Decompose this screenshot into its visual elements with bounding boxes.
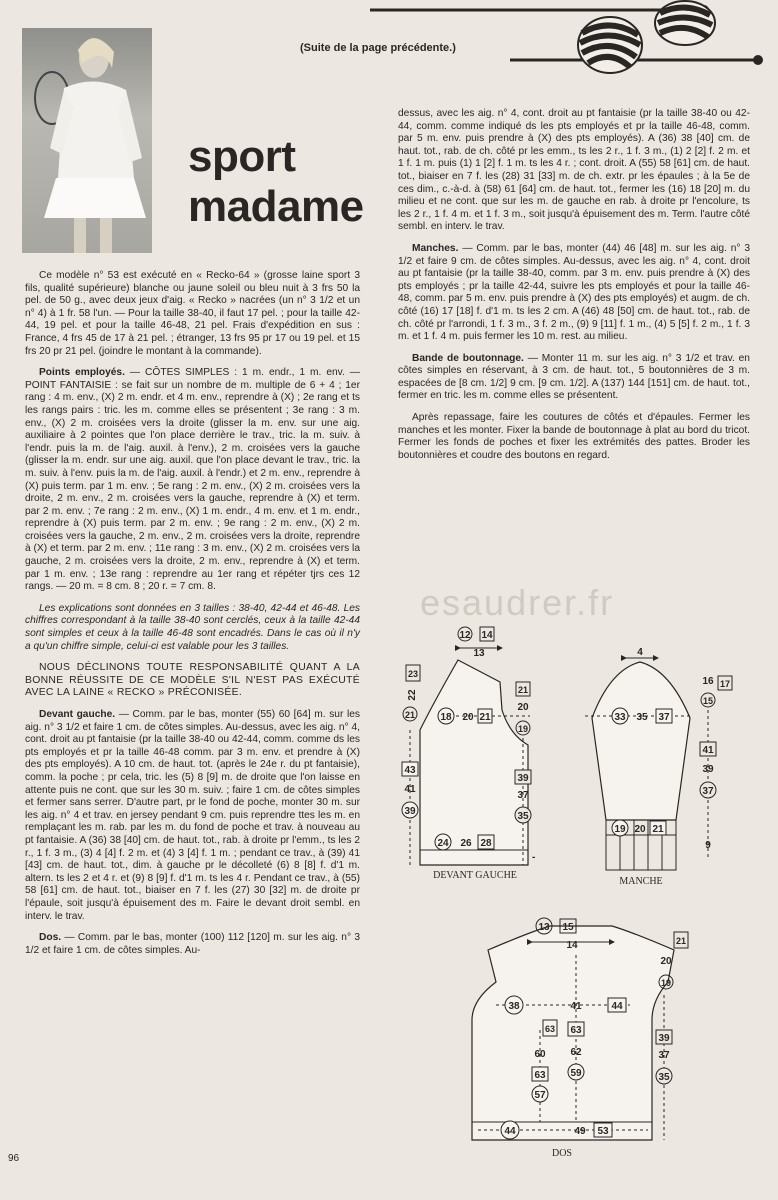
dos-arm-plain: 20 bbox=[660, 956, 672, 967]
dos-bottom-circled: 44 bbox=[504, 1126, 516, 1137]
dos-chest-circled: 38 bbox=[508, 1001, 520, 1012]
devant-shoulder-boxed: 23 bbox=[407, 669, 419, 679]
dos-h2-plain: 62 bbox=[570, 1047, 582, 1058]
devant-low-plain: 37 bbox=[517, 790, 529, 801]
left-column bbox=[25, 270, 360, 957]
dos-h1-boxed: 63 bbox=[534, 1070, 546, 1081]
manche-mid-boxed: 37 bbox=[658, 712, 670, 723]
article-title: sport madame bbox=[188, 132, 364, 231]
manche-len-plain: 39 bbox=[702, 764, 714, 775]
warning-paragraph: NOUS DÉCLINONS TOUTE RESPONSABILITÉ QUANT A LA BONNE RÉUSSITE DE CE MODÈLE S'IL N'EST PAS EXÉCUTÉ AVEC LA LAINE « RECKO » PRÉCONISÉE. bbox=[25, 662, 360, 699]
dos-h1-plain: 60 bbox=[534, 1049, 546, 1060]
manche-rib: 9 bbox=[705, 840, 711, 851]
dos-low-boxed: 39 bbox=[658, 1033, 670, 1044]
schematics bbox=[380, 610, 770, 1190]
dos-diagram bbox=[472, 918, 688, 1159]
devant-low-boxed: 39 bbox=[517, 773, 529, 784]
manche-len-circled: 37 bbox=[702, 786, 714, 797]
page-number: 96 bbox=[8, 1153, 20, 1164]
manche-cuff-plain: 20 bbox=[634, 824, 646, 835]
devant-caption: DEVANT GAUCHE bbox=[433, 870, 517, 881]
manche-diagram bbox=[585, 647, 732, 887]
points-paragraph: Points employés. — CÔTES SIMPLES : 1 m. endr., 1 m. env. — POINT FANTAISIE : se fait sur un nombre de m. multiple de 6 + 4 ; 1er rang : 4 m. env., (X) 2 m. endr. et 4 m. env., reprendre à (X) ; 2e rang et ts les rangs pairs : tric. les m. comme elles se présentent ; 3e rang : 3 m. env., (X) 2 m. croisées vers la droite (glisser la m. env. sur une aig. auxiliaire à 2 pointes que l'on place derrière le trav., tric. la m. suiv. à l'endr. puis la m. de l'aig. auxil. à l'env.), 2 m. croisées vers la gauche (glisser la m. endr. sur une aig. auxil. que l'on place devant le trav., tric. la m. suiv. à l'env. puis la m. de l'aig. auxil. à l'endr.) et 2 m. env., reprendre à (X) puis term. par 1 m. env. ; 5e rang : 2 m. env., (X) 2 m. croisées vers la droite, 2 m. env., 2 m. croisées vers la gauche, reprendre à (X) et term. par 2 m. env. ; 7e rang : 2 m. env., (X) 1 m. endr., 4 m. env. et 1 m. endr., reprendre à (X) puis term. par 2 m. env. ; 9e rang : 2 m. env., (X) 2 m. croisées vers la gauche, 2 m. env., 2 m. croisées vers la droite, reprendre à (X) et term. par 2 m. env. ; 11e rang : 3 m. env., (X) 2 m. croisées vers la gauche, 2 m. croisées vers la droite, 2 m. env., reprendre à (X) et term. par 1 m. env. ; 13e rang : reprendre au 1er rang et répéter tjrs ces 12 rangs. — 20 m. = 8 cm. 8 ; 20 r. = 7 cm. 8. bbox=[25, 367, 360, 593]
devant-side-circled: 19 bbox=[517, 724, 529, 734]
devant-side-plain: 20 bbox=[517, 702, 529, 713]
devant-chest-circled: 18 bbox=[440, 712, 452, 723]
continuation-note: (Suite de la page précédente.) bbox=[300, 42, 456, 54]
devant-paragraph: Devant gauche. — Comm. par le bas, monter (55) 60 [64] m. sur les aig. n° 3 1/2 et faire 1 cm. de côtes simples. Au-dessus, avec les aig. n° 4, cont. droit au pt fantaisie (pr la taille 38-40 ou 42-44, comm. comme ds les pts employés et pr la taille 46-48 comm. par 3 m. env. et prendre à (X) des pts employés). A 10 cm. de haut. tot. (après le 24e r. du pt fantaisie), comm. la poche ; pr cela, tric. les (5) 8 [9] m. de droite que l'on laisse en attente puis ne cont. que sur les 30 m. suiv. ; faire 1 cm. de côtes simples et fermer sans serrer. D'autre part, pr le fond de poche, monter 30 m. sur les aig. n° 4 et trav. en jersey pendant 9 cm. puis reprendre ttes les m. en remplaçant les m. rab. par les m. du fond de poche et trav. à nouveau au pt fantaisie. A (36) 38 [40] cm. de haut. tot., rab. à droite pr l'emm., ts les 2 r., 1 f. 3 m., (3) 4 [4] f. 2 m. et (4) 3 [4] f. 1 m. ; pendant ce trav., à (39) 41 [43] cm. de haut. tot., dim. à gauche pr le décolleté (6) 8 [8] f. d'1 m. altern. ts les 2 et 4 r. et (9) 8 [9] f. d'1 m. ts les 4 r. Pendant ce trav., à (55) 58 [61] cm. de haut. tot., biaiser en 7 f. les (27) 30 [32] m. de droite pr l'épaule, soit jusqu'à épuisement des m. Faire le devant droit sembl. en interv. le trav. bbox=[25, 709, 360, 922]
manche-cap-boxed: 17 bbox=[719, 679, 731, 689]
dos-arm-circled: 19 bbox=[660, 978, 672, 988]
devant-shoulder-plain: 22 bbox=[407, 689, 418, 701]
devant-chest-plain: 20 bbox=[462, 712, 474, 723]
dos-bottom-plain: 49 bbox=[574, 1126, 586, 1137]
manche-mid-plain: 35 bbox=[636, 712, 648, 723]
devant-side-boxed: 21 bbox=[517, 685, 529, 695]
explain-paragraph: Les explications sont données en 3 tailles : 38-40, 42-44 et 46-48. Les chiffres correspondant à la taille 38-40 sont cerclés, ceux à la taille 42-44 sont simples et ceux à la taille 46-48 sont encadrés. Dans le cas où il n'y a qu'un chiffre simple, celui-ci est valable pour les 3 tailles. bbox=[25, 602, 360, 652]
dos-low-plain: 37 bbox=[658, 1050, 670, 1061]
dos-left-boxed: 63 bbox=[544, 1024, 556, 1034]
devant-chest-boxed: 21 bbox=[479, 712, 491, 723]
dos-arm-boxed: 21 bbox=[675, 936, 687, 946]
dos-chest-boxed: 44 bbox=[611, 1001, 623, 1012]
manche-cap-plain: 16 bbox=[702, 676, 714, 687]
manche-top: 4 bbox=[637, 647, 643, 658]
dos-top-circled: 13 bbox=[538, 922, 550, 933]
bande-paragraph: Bande de boutonnage. — Monter 11 m. sur les aig. n° 3 1/2 et trav. en côtes simples en réservant, à 3 cm. de haut. tot., 5 boutonnières de 3 m. espacées de [8 cm. 1/2] 9 cm. [9 cm. 1/2]. A (137) 144 [151] cm. de haut. tot., fermer en tric. les m. comme elles se présentent. bbox=[398, 352, 750, 402]
dos-caption: DOS bbox=[551, 1148, 573, 1159]
dos-h2-boxed: 63 bbox=[570, 1025, 582, 1036]
intro-paragraph: Ce modèle n° 53 est exécuté en « Recko-64 » (grosse laine sport 3 fils, qualité supérieure) blanche ou jaune soleil ou bleu nuit à 3 frs 50 la pel. de 50 g., avec deux jeux d'aig. « Recko » nacrées (un n° 3 1/2 et un n° 4) à 1 fr. 58 l'un. — Pour la taille 38-40, il faut 17 pel. ; pour la taille 42-44, 19 pel. et pour la taille 46-48, 21 pel. Frais d'expédition en sus : France, 4 frs 45 de 17 à 21 pel. ; étranger, 13 frs 95 pr 17 ou 19 pel. et 15 frs 20 pr 21 pel. (joindre le montant à la commande). bbox=[25, 270, 360, 357]
manche-cap-circled: 15 bbox=[702, 696, 714, 706]
dos-low-circled: 35 bbox=[658, 1072, 670, 1083]
finishing-paragraph: Après repassage, faire les coutures de côtés et d'épaules. Fermer les manches et les monter. Fixer la bande de boutonnage à plat au bord du tricot. Fermer les fonds de poches et fixer les extrémités des pattes. Broder les boutonnières et coudre des boutons en regard. bbox=[398, 412, 750, 461]
manche-cuff-boxed: 21 bbox=[652, 824, 664, 835]
devant-low-sep: - bbox=[532, 852, 536, 863]
dos-bottom-boxed: 53 bbox=[597, 1126, 609, 1137]
dos-continued-paragraph: dessus, avec les aig. n° 4, cont. droit au pt fantaisie (pr la taille 38-40 ou 42-44, comm. comme indiqué ds les pts employés et pr la taille 46-48, comm. par 5 m. env. puis prendre à (X) des pts employés). A (36) 38 [40] cm. de haut. tot., rab. de ch. côté pr les emm., ts les 2 r., 1 f. 3 m., (1) 2 [2] f. 2 m. et 1 f. 1 m. puis (1) 1 [2] f. 1 m. ts les 4 r. ; cont. droit. A (55) 58 [61] cm. de haut. tot., biaiser en 7 f. les (28) 31 [33] m. de ch. extr. pr les épaules ; à la 5e de ces dim., c.-à-d. à (58) 61 [64] cm. de haut. tot., fermer les (16) 18 [20] m. du milieu et ne cont. que sur les m. de gauche en rab. à droite pr l'encolure, ts les 2 r., 1 f. 4 m. et 1 f. 3 m., soit jusqu'à épuisement des m. Term. l'autre côté sembl. en interv. le trav. bbox=[398, 108, 750, 233]
devant-top-circled: 12 bbox=[459, 630, 471, 641]
dos-h2-circled: 59 bbox=[570, 1068, 582, 1079]
dos-top-plain: 14 bbox=[566, 940, 578, 951]
dos-h1-circled: 57 bbox=[534, 1090, 546, 1101]
manche-caption: MANCHE bbox=[619, 876, 663, 887]
devant-bottom-boxed: 28 bbox=[480, 838, 492, 849]
manches-paragraph: Manches. — Comm. par le bas, monter (44) 46 [48] m. sur les aig. n° 3 1/2 et faire 9 cm. de côtes simples. Au-dessus, avec les aig. n° 4, cont. droit au pt fantaisie (pr la taille 38-40, comm. par 3 m. env. puis prendre à (X) des pts employés ; pr la taille 42-44, suivre les pts employés et pour la taille 46-48, comm. par 5 m. env. puis prendre à (X) des pts employés) et augm. de ch. côté (16) 17 [18] f. d'1 m. ts les 2 cm. A (46) 48 [50] cm. de haut. tot., rab. de ch. côté pr l'arrondi, 1 f. 3 m., 3 f. 2 m., (9) 9 [11] f. 1 m., (4) 5 [5] f. 2 m., 1 f. 3 m. et 1 f. 4 m. puis fermer les 10 m. rest. au milieu. bbox=[398, 242, 751, 343]
right-column bbox=[398, 108, 750, 471]
devant-shoulder-circled: 21 bbox=[404, 710, 416, 720]
manche-cuff-circled: 19 bbox=[614, 824, 626, 835]
devant-bottom-circled: 24 bbox=[437, 838, 449, 849]
model-photo bbox=[22, 28, 152, 253]
dos-top-boxed: 15 bbox=[562, 922, 574, 933]
devant-low-circled: 35 bbox=[517, 811, 529, 822]
manche-len-boxed: 41 bbox=[702, 745, 714, 756]
devant-top-plain: 13 bbox=[473, 648, 485, 659]
devant-len-circled: 39 bbox=[404, 806, 416, 817]
devant-len-boxed: 43 bbox=[404, 765, 416, 776]
manche-mid-circled: 33 bbox=[614, 712, 626, 723]
watermark-text: esaudrer.fr bbox=[420, 582, 615, 623]
dos-chest-plain: 41 bbox=[570, 1001, 582, 1012]
dos-paragraph: Dos. — Comm. par le bas, monter (100) 112 [120] m. sur les aig. n° 3 1/2 et faire 1 cm. de côtes simples. Au- bbox=[25, 932, 360, 956]
devant-bottom-plain: 26 bbox=[460, 838, 472, 849]
devant-len-plain: 41 bbox=[404, 784, 416, 795]
devant-gauche-diagram bbox=[402, 627, 535, 881]
devant-top-boxed: 14 bbox=[481, 630, 493, 641]
